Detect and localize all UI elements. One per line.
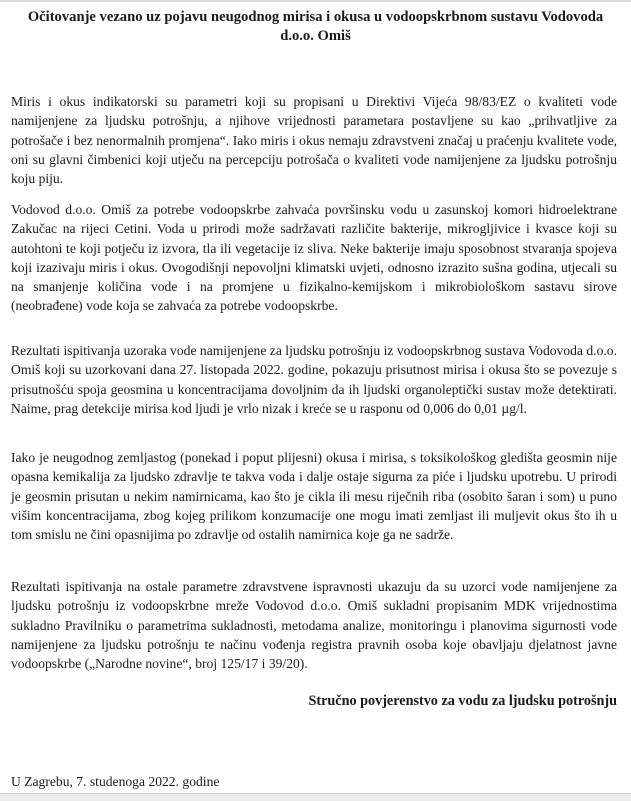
paragraph-water-source: Vodovod d.o.o. Omiš za potrebe vodoopskrbe zahvaća površinsku vodu u zasunskoj komori hidroelektrane Zakučac na rijeci Cetini. Voda u prirodi može sadržavati različite bakterije, mikrogljivice i kvasce koji su autohtoni te koji potječu iz izvora, tla ili vegetacije iz sliva. Neke bakterije imaju sposobnost stvaranja spojeva koji izazivaju miris i okus. Ovogodišnji nepovoljni klimatski uvjeti, odnosno izrazito sušna godina, utjecali su na smanjenje količina vode i na promjene u fizikalno-kemijskom i mikrobiološkom sastavu sirove (neobrađene) vode koja se zahvaća za potrebe vodoopskrbe.	[11, 202, 617, 314]
place-date: U Zagrebu, 7. studenoga 2022. godine	[11, 774, 220, 789]
document-title: Očitovanje vezano uz pojavu neugodnog mirisa i okusa u vodoopskrbnom sustavu Vodovoda d.o.o. Omiš	[27, 9, 604, 44]
paragraph-sample-results: Rezultati ispitivanja uzoraka vode namijenjene za ljudsku potrošnju iz vodoopskrbnog sustava Vodovoda d.o.o. Omiš koji su uzorkovani dana 27. listopada 2022. godine, pokazuju prisutnost mirisa i okusa što se povezuje s prisutnošću spoja geosmina u koncentracijama dovoljnim da ih ljudski organoleptički sustav može detektirati. Naime, prag detekcije mirisa kod ljudi je vrlo nizak i kreće se u rasponu od 0,006 do 0,01 µg/l.	[11, 343, 617, 416]
paragraph-odor-taste-indicators: Miris i okus indikatorski su parametri koji su propisani u Direktivi Vijeća 98/83/EZ o kvaliteti vode namijenjene za ljudsku potrošnju, a njihove vrijednosti parametara postavljene su kao „prihvatljive za potrošače i bez nenormalnih promjena“. Iako miris i okus nemaju zdravstveni značaj u praćenju kvalitete vode, oni su glavni čimbenici koji utječu na percepciju potrošača o kvaliteti vode namijenjene za ljudsku potrošnju koju piju.	[11, 94, 617, 187]
signature-committee: Stručno povjerenstvo za vodu za ljudsku potrošnju	[308, 693, 617, 709]
top-border	[0, 0, 631, 2]
paragraph-geosmin-safety: Iako je neugodnog zemljastog (ponekad i poput plijesni) okusa i mirisa, s toksikološkog gledišta geosmin nije opasna kemikalija za ljudsko zdravlje te takva voda i dalje ostaje sigurna za piće i ljudsku upotrebu. U prirodi je geosmin prisutan u nekim namirnicama, kao što je cikla ili mesu riječnih riba (osobito šaran i som) u puno višim koncentracijama, zbog kojeg prilikom konzumacije one mogu imati zemljast ili muljevit okus što ih u tom smislu ne čini opasnijima po zdravlje od ostalih namirnica koje ga ne sadrže.	[11, 450, 617, 543]
paragraph-compliance: Rezultati ispitivanja na ostale parametre zdravstvene ispravnosti ukazuju da su uzorci vode namijenjene za ljudsku potrošnju iz vodoopskrbne mreže Vodovod d.o.o. Omiš sukladni propisanim MDK vrijednostima sukladno Pravilniku o parametrima sukladnosti, metodama analize, monitoringu i planovima sigurnosti vode namijenjene za ljudsku potrošnju te načinu vođenja registra pravnih osoba koje obavljaju djelatnost javne vodoopskrbe („Narodne novine“, broj 125/17 i 39/20).	[11, 579, 617, 672]
